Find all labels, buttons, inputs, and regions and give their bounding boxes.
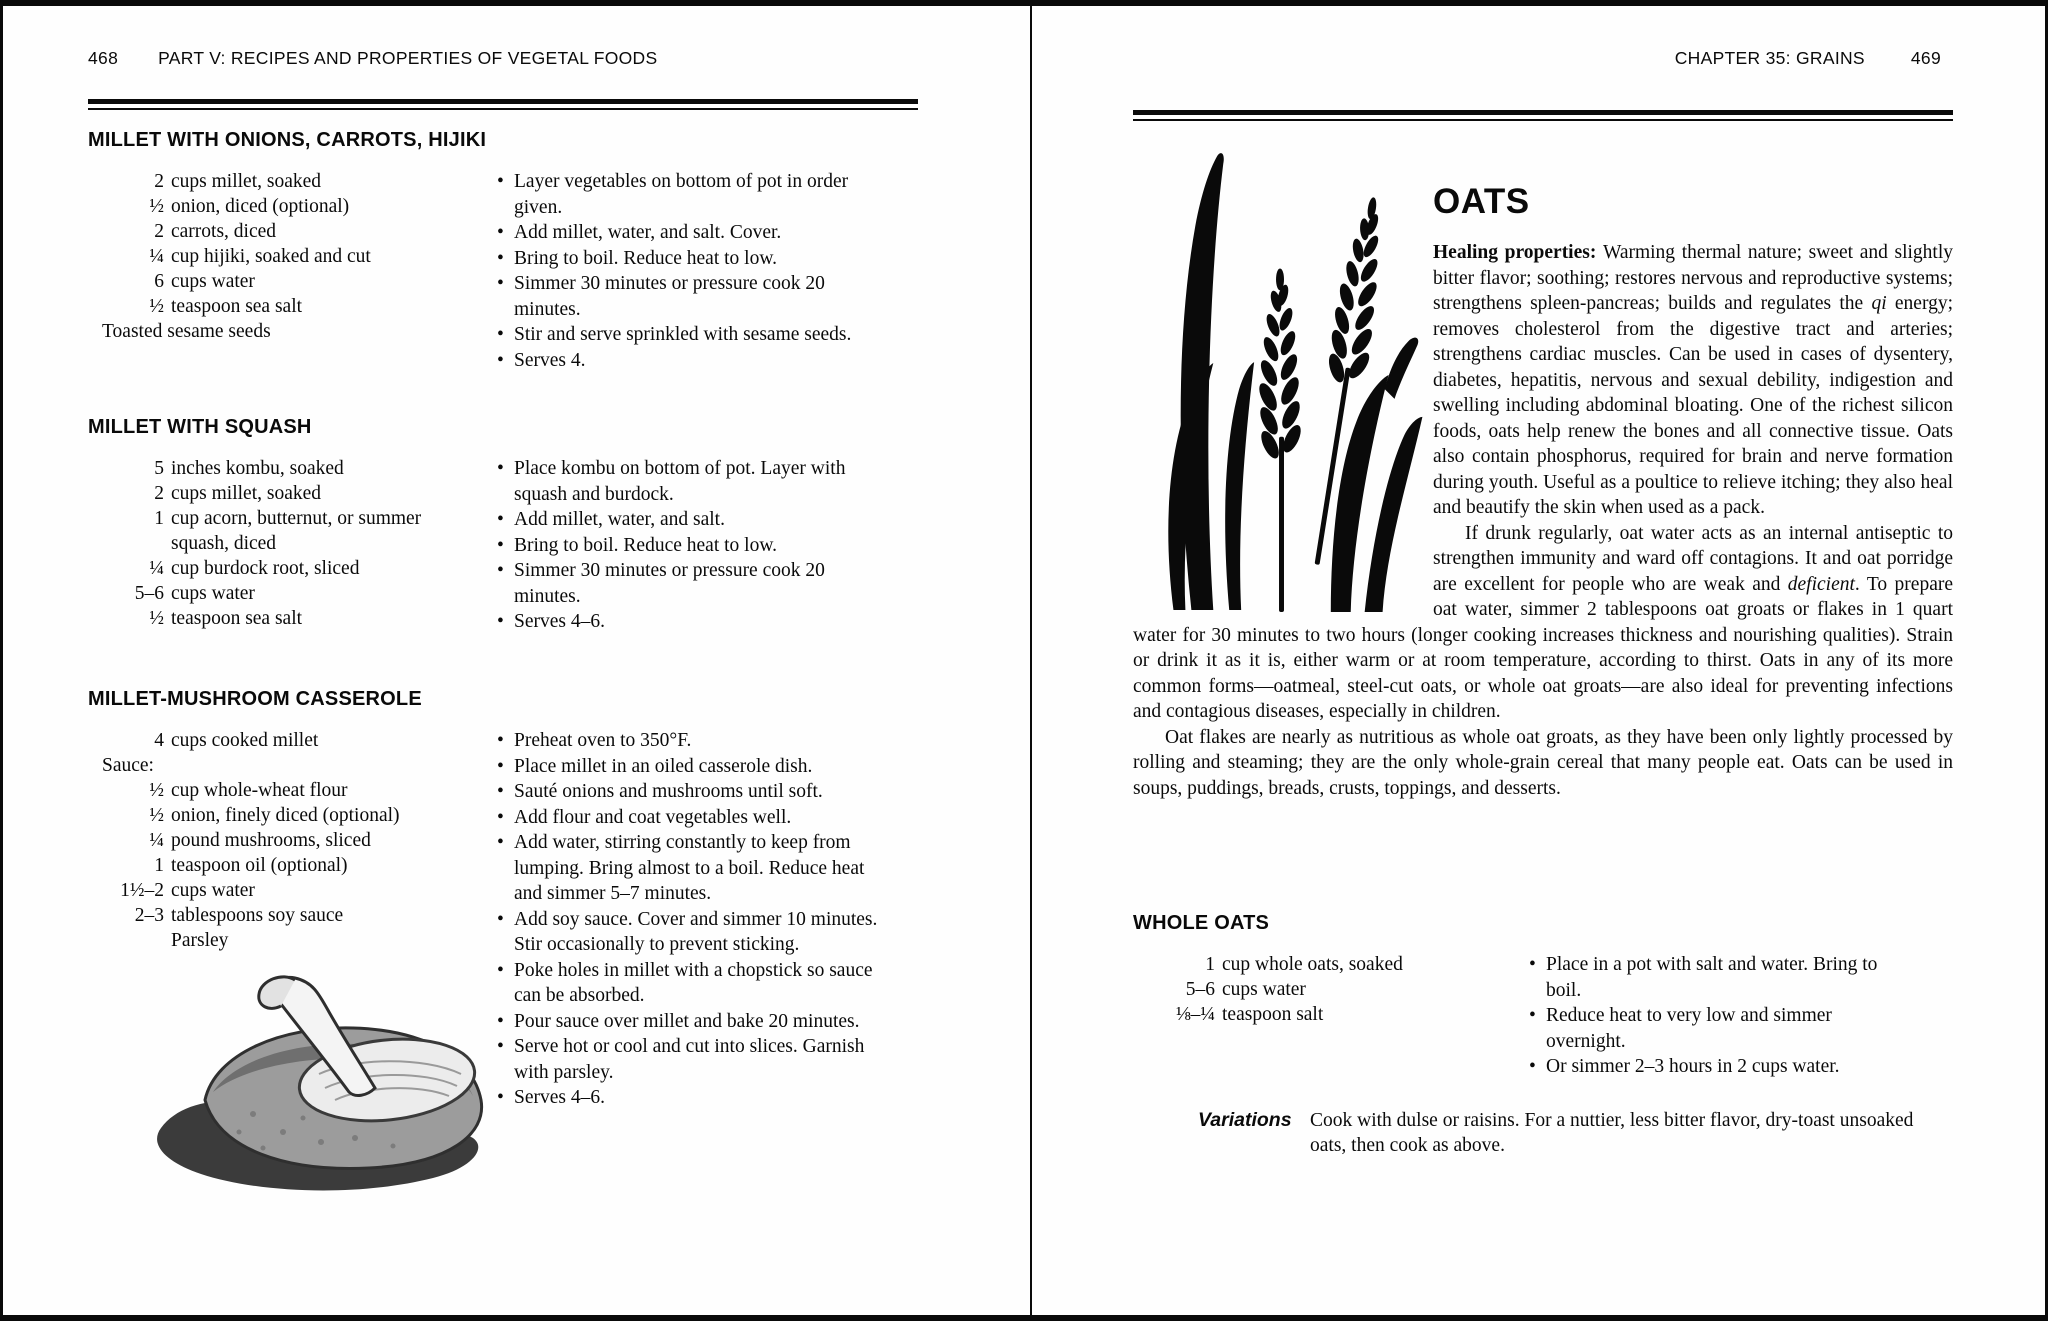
recipe-step: • Add flour and coat vegetables well. <box>497 805 889 831</box>
ingredient-text: cups water <box>1222 979 1306 1000</box>
recipe-step: • Layer vegetables on bottom of pot in order given. <box>497 169 889 220</box>
recipe-step: • Stir and serve sprinkled with sesame seeds. <box>497 322 889 348</box>
ingredient-text: cup acorn, butternut, or summer squash, diced <box>171 508 422 554</box>
recipe-step: • Simmer 30 minutes or pressure cook 20 minutes. <box>497 558 889 609</box>
recipe-step: • Serves 4–6. <box>497 609 889 635</box>
variations-text: Cook with dulse or raisins. For a nuttier, less bitter flavor, dry-toast unsoaked oats, then cook as above. <box>1310 1109 1914 1156</box>
ingredient-text: teaspoon oil (optional) <box>171 855 348 876</box>
ingredient-row <box>102 878 480 903</box>
ingredient-row <box>102 728 480 753</box>
ingredient-row <box>102 828 480 853</box>
ingredient-amount: 2 <box>154 483 164 504</box>
scan-border-left <box>0 0 3 1321</box>
recipe-step: • Add millet, water, and salt. <box>497 507 889 533</box>
ingredient-list <box>88 169 480 344</box>
ingredient-row <box>102 169 480 194</box>
ingredient-amount: ¼ <box>149 830 164 851</box>
ingredient-text: cups millet, soaked <box>171 483 322 504</box>
recipe-step: • Poke holes in millet with a chopstick so sauce can be absorbed. <box>497 958 889 1009</box>
ingredient-row <box>102 244 480 269</box>
ingredient-amount: ½ <box>149 805 164 826</box>
recipe-millet-with-squash <box>88 416 918 635</box>
ingredient-row <box>102 294 480 319</box>
recipe-step: • Reduce heat to very low and simmer overnight. <box>1529 1003 1901 1054</box>
recipe-millet-onions-carrots-hijiki <box>88 129 918 373</box>
healing-properties-label: Healing properties: <box>1433 242 1603 263</box>
recipe-step: • Place in a pot with salt and water. Bring to boil. <box>1529 952 1901 1003</box>
ingredient-text: onion, finely diced (optional) <box>171 805 400 826</box>
ingredient-row <box>102 219 480 244</box>
ingredient-row <box>102 506 480 556</box>
ingredient-text: teaspoon sea salt <box>171 296 303 317</box>
ingredient-amount: 5–6 <box>134 583 164 604</box>
recipe-step: • Add soy sauce. Cover and simmer 10 minutes. Stir occasionally to prevent sticking. <box>497 907 889 958</box>
ingredient-row <box>102 853 480 878</box>
deficient-italic: deficient <box>1787 573 1855 595</box>
ingredient-text: cups water <box>171 583 255 604</box>
ingredient-row <box>102 456 480 481</box>
ingredient-text: cups cooked millet <box>171 730 319 751</box>
right-page <box>1133 0 1953 1321</box>
recipe-step: • Pour sauce over millet and bake 20 minutes. <box>497 1009 889 1035</box>
oat-plant-illustration <box>1133 138 1433 616</box>
ingredient-amount: ½ <box>149 780 164 801</box>
ingredient-text: inches kombu, soaked <box>171 458 344 479</box>
right-header-rule <box>1133 110 1953 121</box>
left-running-head-text: PART V: RECIPES AND PROPERTIES OF VEGETAL FOODS <box>158 48 658 68</box>
ingredient-text: cup whole oats, soaked <box>1222 954 1403 975</box>
ingredient-text: cup burdock root, sliced <box>171 558 360 579</box>
recipe-step: • Preheat oven to 350°F. <box>497 728 889 754</box>
ingredient-amount: ½ <box>149 608 164 629</box>
ingredient-text: cup whole-wheat flour <box>171 780 348 801</box>
ingredient-text: cup hijiki, soaked and cut <box>171 246 371 267</box>
ingredient-row <box>102 903 480 928</box>
left-header-rule <box>88 99 918 110</box>
ingredient-amount: 5 <box>154 458 164 479</box>
recipe-step: • Bring to boil. Reduce heat to low. <box>497 246 889 272</box>
recipe-step: • Simmer 30 minutes or pressure cook 20 minutes. <box>497 271 889 322</box>
ingredient-row <box>102 194 480 219</box>
recipe-step: • Bring to boil. Reduce heat to low. <box>497 533 889 559</box>
ingredient-row <box>102 319 480 344</box>
ingredient-text: cups millet, soaked <box>171 171 322 192</box>
right-running-head <box>1133 48 1953 69</box>
ingredient-row <box>102 753 480 778</box>
recipe-step: • Sauté onions and mushrooms until soft. <box>497 779 889 805</box>
ingredient-amount: ⅛–¼ <box>1176 1004 1215 1025</box>
ingredient-row <box>1143 977 1527 1002</box>
left-running-head <box>88 48 918 69</box>
ingredient-amount: ½ <box>149 296 164 317</box>
ingredient-amount: 2–3 <box>134 905 164 926</box>
recipe-step: • Serves 4. <box>497 348 889 374</box>
ingredient-amount: 1 <box>154 855 164 876</box>
step-list <box>497 169 889 373</box>
oat-flakes-paragraph: Oat flakes are nearly as nutritious as whole oat groats, as they have been only lightly processed by rolling and steaming; they are the only whole-grain cereal that many people eat. Oats can be used in soups, puddings, breads, crusts, toppings, and desserts. <box>1133 726 1953 799</box>
page-gutter-line <box>1030 0 1032 1321</box>
oat-water-paragraph: If drunk regularly, oat water acts as an internal antiseptic to strengthen immunity and ward off contagions. It and oat porridge are excellent for people who are weak and deficient. To prepare oat water, simmer 2 tablespoons oat groats or flakes in 1 quart water for 30 minutes to two hours (longer cooking increases thickness and nourishing qualities). Strain or drink it as it is, either warm or at room temperature, according to thirst. Oats in any of its more common forms—oatmeal, steel-cut oats, or whole oat groats—are also ideal for preventing infections and contagious diseases, especially in children. <box>1133 522 1953 722</box>
ingredient-amount: 5–6 <box>1185 979 1215 1000</box>
ingredient-row <box>102 778 480 803</box>
ingredient-row <box>102 556 480 581</box>
ingredient-row <box>1143 1002 1527 1027</box>
recipe-whole-oats <box>1133 912 1953 1159</box>
ingredient-amount: 2 <box>154 171 164 192</box>
recipe-title: MILLET WITH SQUASH <box>88 416 312 438</box>
ingredient-list <box>88 456 480 631</box>
ingredient-row <box>102 606 480 631</box>
ingredient-text: cups water <box>171 271 255 292</box>
right-running-head-text: CHAPTER 35: GRAINS <box>1674 48 1865 68</box>
oats-section <box>1133 138 1953 801</box>
step-list <box>497 728 889 1111</box>
ingredient-amount: 2 <box>154 221 164 242</box>
left-page <box>88 0 918 1321</box>
right-page-number: 469 <box>1910 48 1941 68</box>
ingredient-amount: 6 <box>154 271 164 292</box>
recipe-step: • Place kombu on bottom of pot. Layer with squash and burdock. <box>497 456 889 507</box>
ingredient-row <box>102 269 480 294</box>
ingredient-list <box>1133 952 1527 1027</box>
recipe-step: • Serve hot or cool and cut into slices. Garnish with parsley. <box>497 1034 889 1085</box>
ingredient-amount: 4 <box>154 730 164 751</box>
ingredient-amount: 1½–2 <box>120 880 164 901</box>
ingredient-text: cups water <box>171 880 255 901</box>
recipe-title: MILLET WITH ONIONS, CARROTS, HIJIKI <box>88 129 487 151</box>
ingredient-text: carrots, diced <box>171 221 277 242</box>
ingredient-list <box>88 728 480 953</box>
ingredient-text: Parsley <box>171 930 229 951</box>
ingredient-text: Sauce: <box>102 755 154 776</box>
recipe-title: WHOLE OATS <box>1133 912 1270 934</box>
ingredient-text: Toasted sesame seeds <box>102 321 271 342</box>
left-page-number: 468 <box>88 48 119 68</box>
oats-heading: OATS <box>1433 182 1530 221</box>
ingredient-text: onion, diced (optional) <box>171 196 350 217</box>
ingredient-row <box>1143 952 1527 977</box>
mushroom-illustration <box>143 942 533 1222</box>
ingredient-amount: ¼ <box>149 558 164 579</box>
ingredient-text: tablespoons soy sauce <box>171 905 344 926</box>
ingredient-text: pound mushrooms, sliced <box>171 830 371 851</box>
step-list <box>497 456 889 635</box>
ingredient-row <box>102 803 480 828</box>
healing-properties-paragraph: Healing properties: Warming thermal nature; sweet and slightly bitter flavor; soothing; restores nervous and reproductive systems; strengthens spleen-pancreas; builds and regulates the qi energy; removes cholesterol from the digestive tract and arteries; strengthens cardiac muscles. Can be used in cases of dysentery, diabetes, hepatitis, nervous and sexual debility, indigestion and swelling including abdominal bloating. One of the richest silicon foods, oats help renew the bones and all connective tissue. Oats also contain phosphorus, required for brain and nerve formation during youth. Useful as a poultice to relieve itching; they also heal and beautify the skin when used as a pack. <box>1433 242 1954 518</box>
recipe-step: • Serves 4–6. <box>497 1085 889 1111</box>
recipe-step: • Add water, stirring constantly to keep from lumping. Bring almost to a boil. Reduce heat and simmer 5–7 minutes. <box>497 830 889 907</box>
ingredient-amount: ½ <box>149 196 164 217</box>
ingredient-row <box>102 581 480 606</box>
ingredient-amount: ¼ <box>149 246 164 267</box>
ingredient-amount: 1 <box>154 508 164 529</box>
recipe-step: • Place millet in an oiled casserole dish. <box>497 754 889 780</box>
ingredient-amount: 1 <box>1205 954 1215 975</box>
ingredient-text: teaspoon sea salt <box>171 608 303 629</box>
recipe-title: MILLET-MUSHROOM CASSEROLE <box>88 688 422 710</box>
qi-italic: qi <box>1871 293 1887 314</box>
recipe-step: • Add millet, water, and salt. Cover. <box>497 220 889 246</box>
variations-label: Variations <box>1198 1108 1292 1131</box>
ingredient-text: teaspoon salt <box>1222 1004 1324 1025</box>
variations-block <box>1133 1108 1953 1159</box>
step-list <box>1529 952 1901 1080</box>
ingredient-row <box>102 481 480 506</box>
recipe-step: • Or simmer 2–3 hours in 2 cups water. <box>1529 1054 1901 1080</box>
